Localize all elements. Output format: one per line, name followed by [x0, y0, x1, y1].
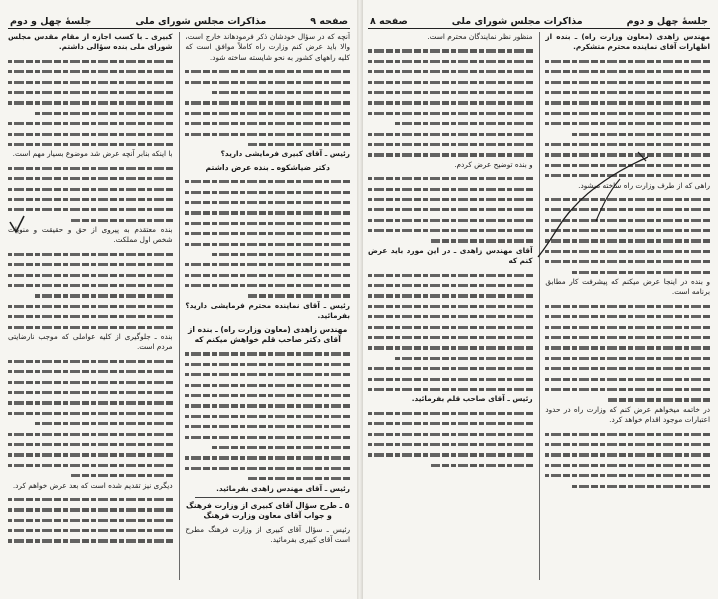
speaker-line: رئیس ـ آقای مهندس زاهدی بفرمائید. [216, 483, 350, 493]
page-fold [357, 0, 363, 599]
speaker-line: مهندس زاهدی (معاون وزارت راه) ـ بنده از اظهارات آقای نماینده محترم متشکرم. [545, 32, 710, 52]
left-page-left-column [8, 32, 173, 580]
right-page-left-column [368, 32, 533, 580]
paragraph: دیگری نیز تقدیم شده است که بعد عرض خواهم کرد. [12, 480, 173, 490]
speaker-line: کبیری ـ با کسب اجازه از مقام مقدس مجلس شورای ملی بنده سؤالی داشتم. [8, 32, 173, 52]
paragraph: در خاتمه میخواهم عرض کنم که وزارت راه در حدود اعتبارات موجود اقدام خواهد کرد. [545, 404, 710, 425]
speaker-line: رئیس ـ آقای نماینده محترم فرمایشی دارید؟ بفرمائید. [185, 300, 350, 321]
page-header-right [368, 14, 710, 29]
paragraph: راهی که از طرف وزارت راه ساخته میشود. [578, 180, 710, 190]
left-page-right-column [185, 32, 350, 580]
journal-title-left: مذاکرات مجلس شورای ملی [135, 15, 267, 27]
paragraph: و بنده در اینجا عرض میکنم که پیشرفت کار مطابق برنامه است. [545, 277, 710, 297]
section-heading: دکتر ضیاشکوه ـ بنده عرض داشتم [205, 162, 330, 172]
column-divider [539, 32, 540, 580]
paragraph: منظور نظر نمایندگان محترم است. [427, 32, 533, 41]
page-header-left [8, 14, 350, 29]
speaker-line: رئیس ـ آقای کبیری فرمایشی دارید؟ [220, 149, 350, 159]
paragraph: با اینکه بنابر آنچه عرض شد موضوع بسیار مهم است. [12, 149, 173, 159]
paragraph: آنچه که در سؤال خودشان ذکر فرمودهاند خارج است، والا باید عرض کنم وزارت راه کاملاً موافق است که کلیه راههای کشور به نحو شایسته ساخته شود. [185, 32, 350, 62]
pen-tick-mark [8, 214, 26, 236]
page-number-left: صفحه ۹ [310, 15, 348, 27]
column-divider [179, 32, 180, 580]
page-number-right: صفحه ۸ [370, 15, 408, 27]
paragraph: و بنده توضیح عرض کردم. [454, 159, 533, 169]
paragraph: رئیس ـ سؤال آقای کبیری از وزارت فرهنگ مطرح است آقای کبیری بفرمائید. [185, 524, 350, 545]
section-heading: ۵ ـ طرح سؤال آقای کبیری از وزارت فرهنگ و جواب آقای معاون وزارت فرهنگ [186, 500, 350, 521]
columns-right [368, 32, 710, 580]
columns-left [8, 32, 350, 580]
session-left: جلسهٔ چهل و دوم [10, 15, 92, 27]
session-right: جلسهٔ چهل و دوم [626, 15, 708, 27]
right-page-right-column [545, 32, 710, 580]
page-right [368, 14, 710, 589]
speaker-line: آقای مهندس زاهدی ـ در این مورد باید عرض کنم که [368, 245, 533, 266]
journal-title-right: مذاکرات مجلس شورای ملی [451, 15, 583, 27]
speaker-line: رئیس ـ آقای صاحب قلم بفرمائید. [411, 394, 533, 404]
page-left [8, 14, 350, 589]
paragraph: بنده معتقدم به پیروی از حق و حقیقت و منویات شخص اول مملکت. [8, 225, 173, 245]
section-heading: مهندس زاهدی (معاون وزارت راه) ـ بنده از آقای دکتر صاحب قلم خواهش میکنم که [188, 324, 348, 345]
paragraph: بنده ـ جلوگیری از کلیه عواملی که موجب نارضایتی مردم است. [8, 332, 173, 352]
